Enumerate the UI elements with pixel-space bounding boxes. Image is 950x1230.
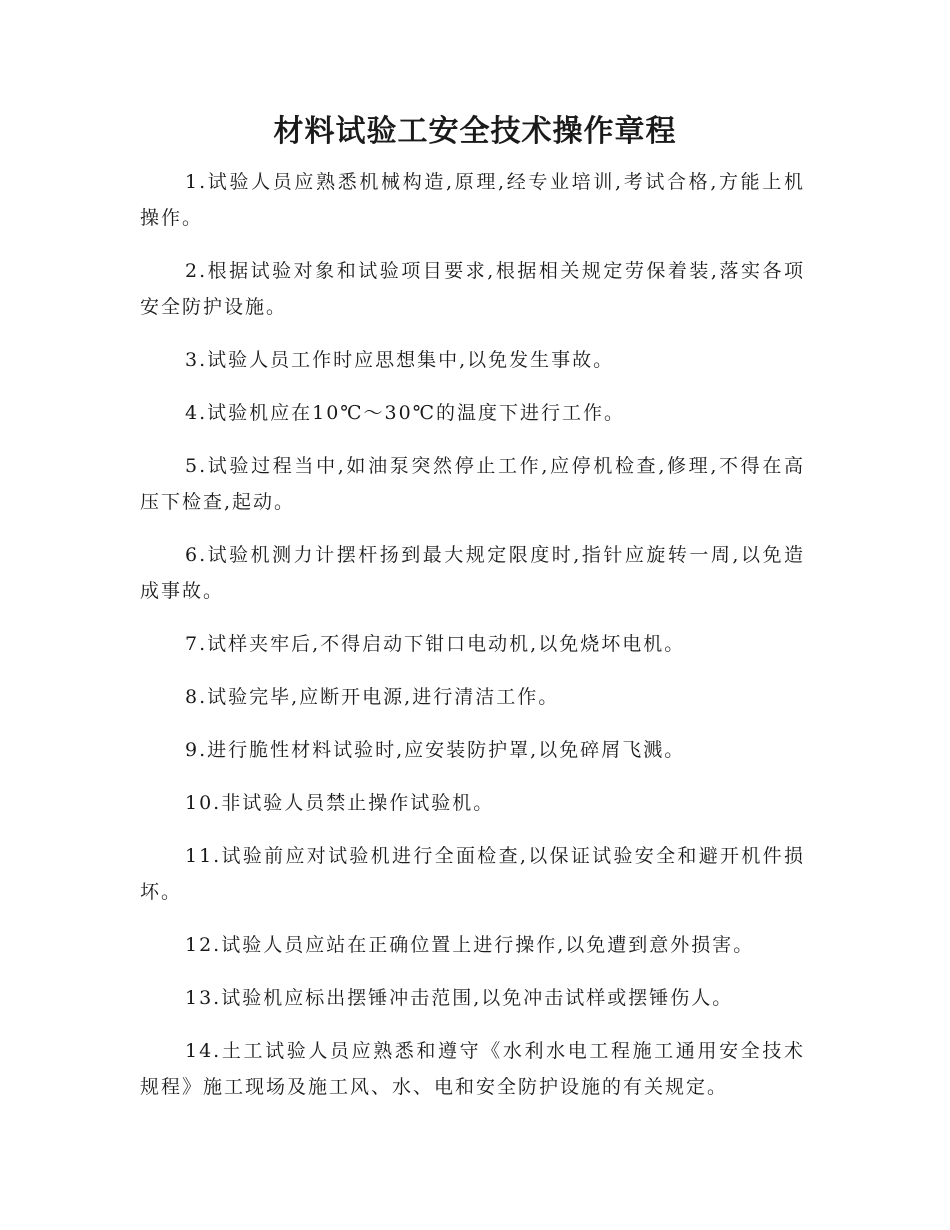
paragraph-6: 6.试验机测力计摆杆扬到最大规定限度时,指针应旋转一周,以免造成事故。 xyxy=(140,544,805,602)
paragraph-14: 14.土工试验人员应熟悉和遵守《水利水电工程施工通用安全技术规程》施工现场及施工风、水、电和安全防护设施的有关规定。 xyxy=(140,1040,805,1098)
paragraph-11: 11.试验前应对试验机进行全面检查,以保证试验安全和避开机件损坏。 xyxy=(140,845,805,903)
paragraph-12: 12.试验人员应站在正确位置上进行操作,以免遭到意外损害。 xyxy=(185,934,755,956)
paragraph-7: 7.试样夹牢后,不得启动下钳口电动机,以免烧坏电机。 xyxy=(185,633,686,655)
paragraph-13: 13.试验机应标出摆锤冲击范围,以免冲击试样或摆锤伤人。 xyxy=(185,987,734,1009)
paragraph-5: 5.试验过程当中,如油泵突然停止工作,应停机检查,修理,不得在高压下检查,起动。 xyxy=(140,455,805,513)
document-title: 材料试验工安全技术操作章程 xyxy=(273,114,677,149)
document-body xyxy=(140,164,805,1122)
paragraph-2: 2.根据试验对象和试验项目要求,根据相关规定劳保着装,落实各项安全防护设施。 xyxy=(140,260,805,318)
paragraph-8: 8.试验完毕,应断开电源,进行清洁工作。 xyxy=(185,686,560,708)
paragraph-1: 1.试验人员应熟悉机械构造,原理,经专业培训,考试合格,方能上机操作。 xyxy=(140,171,805,229)
paragraph-10: 10.非试验人员禁止操作试验机。 xyxy=(185,792,495,814)
paragraph-3: 3.试验人员工作时应思想集中,以免发生事故。 xyxy=(185,349,615,371)
paragraph-9: 9.进行脆性材料试验时,应安装防护罩,以免碎屑飞溅。 xyxy=(185,739,686,761)
paragraph-4: 4.试验机应在10℃～30℃的温度下进行工作。 xyxy=(185,402,625,424)
